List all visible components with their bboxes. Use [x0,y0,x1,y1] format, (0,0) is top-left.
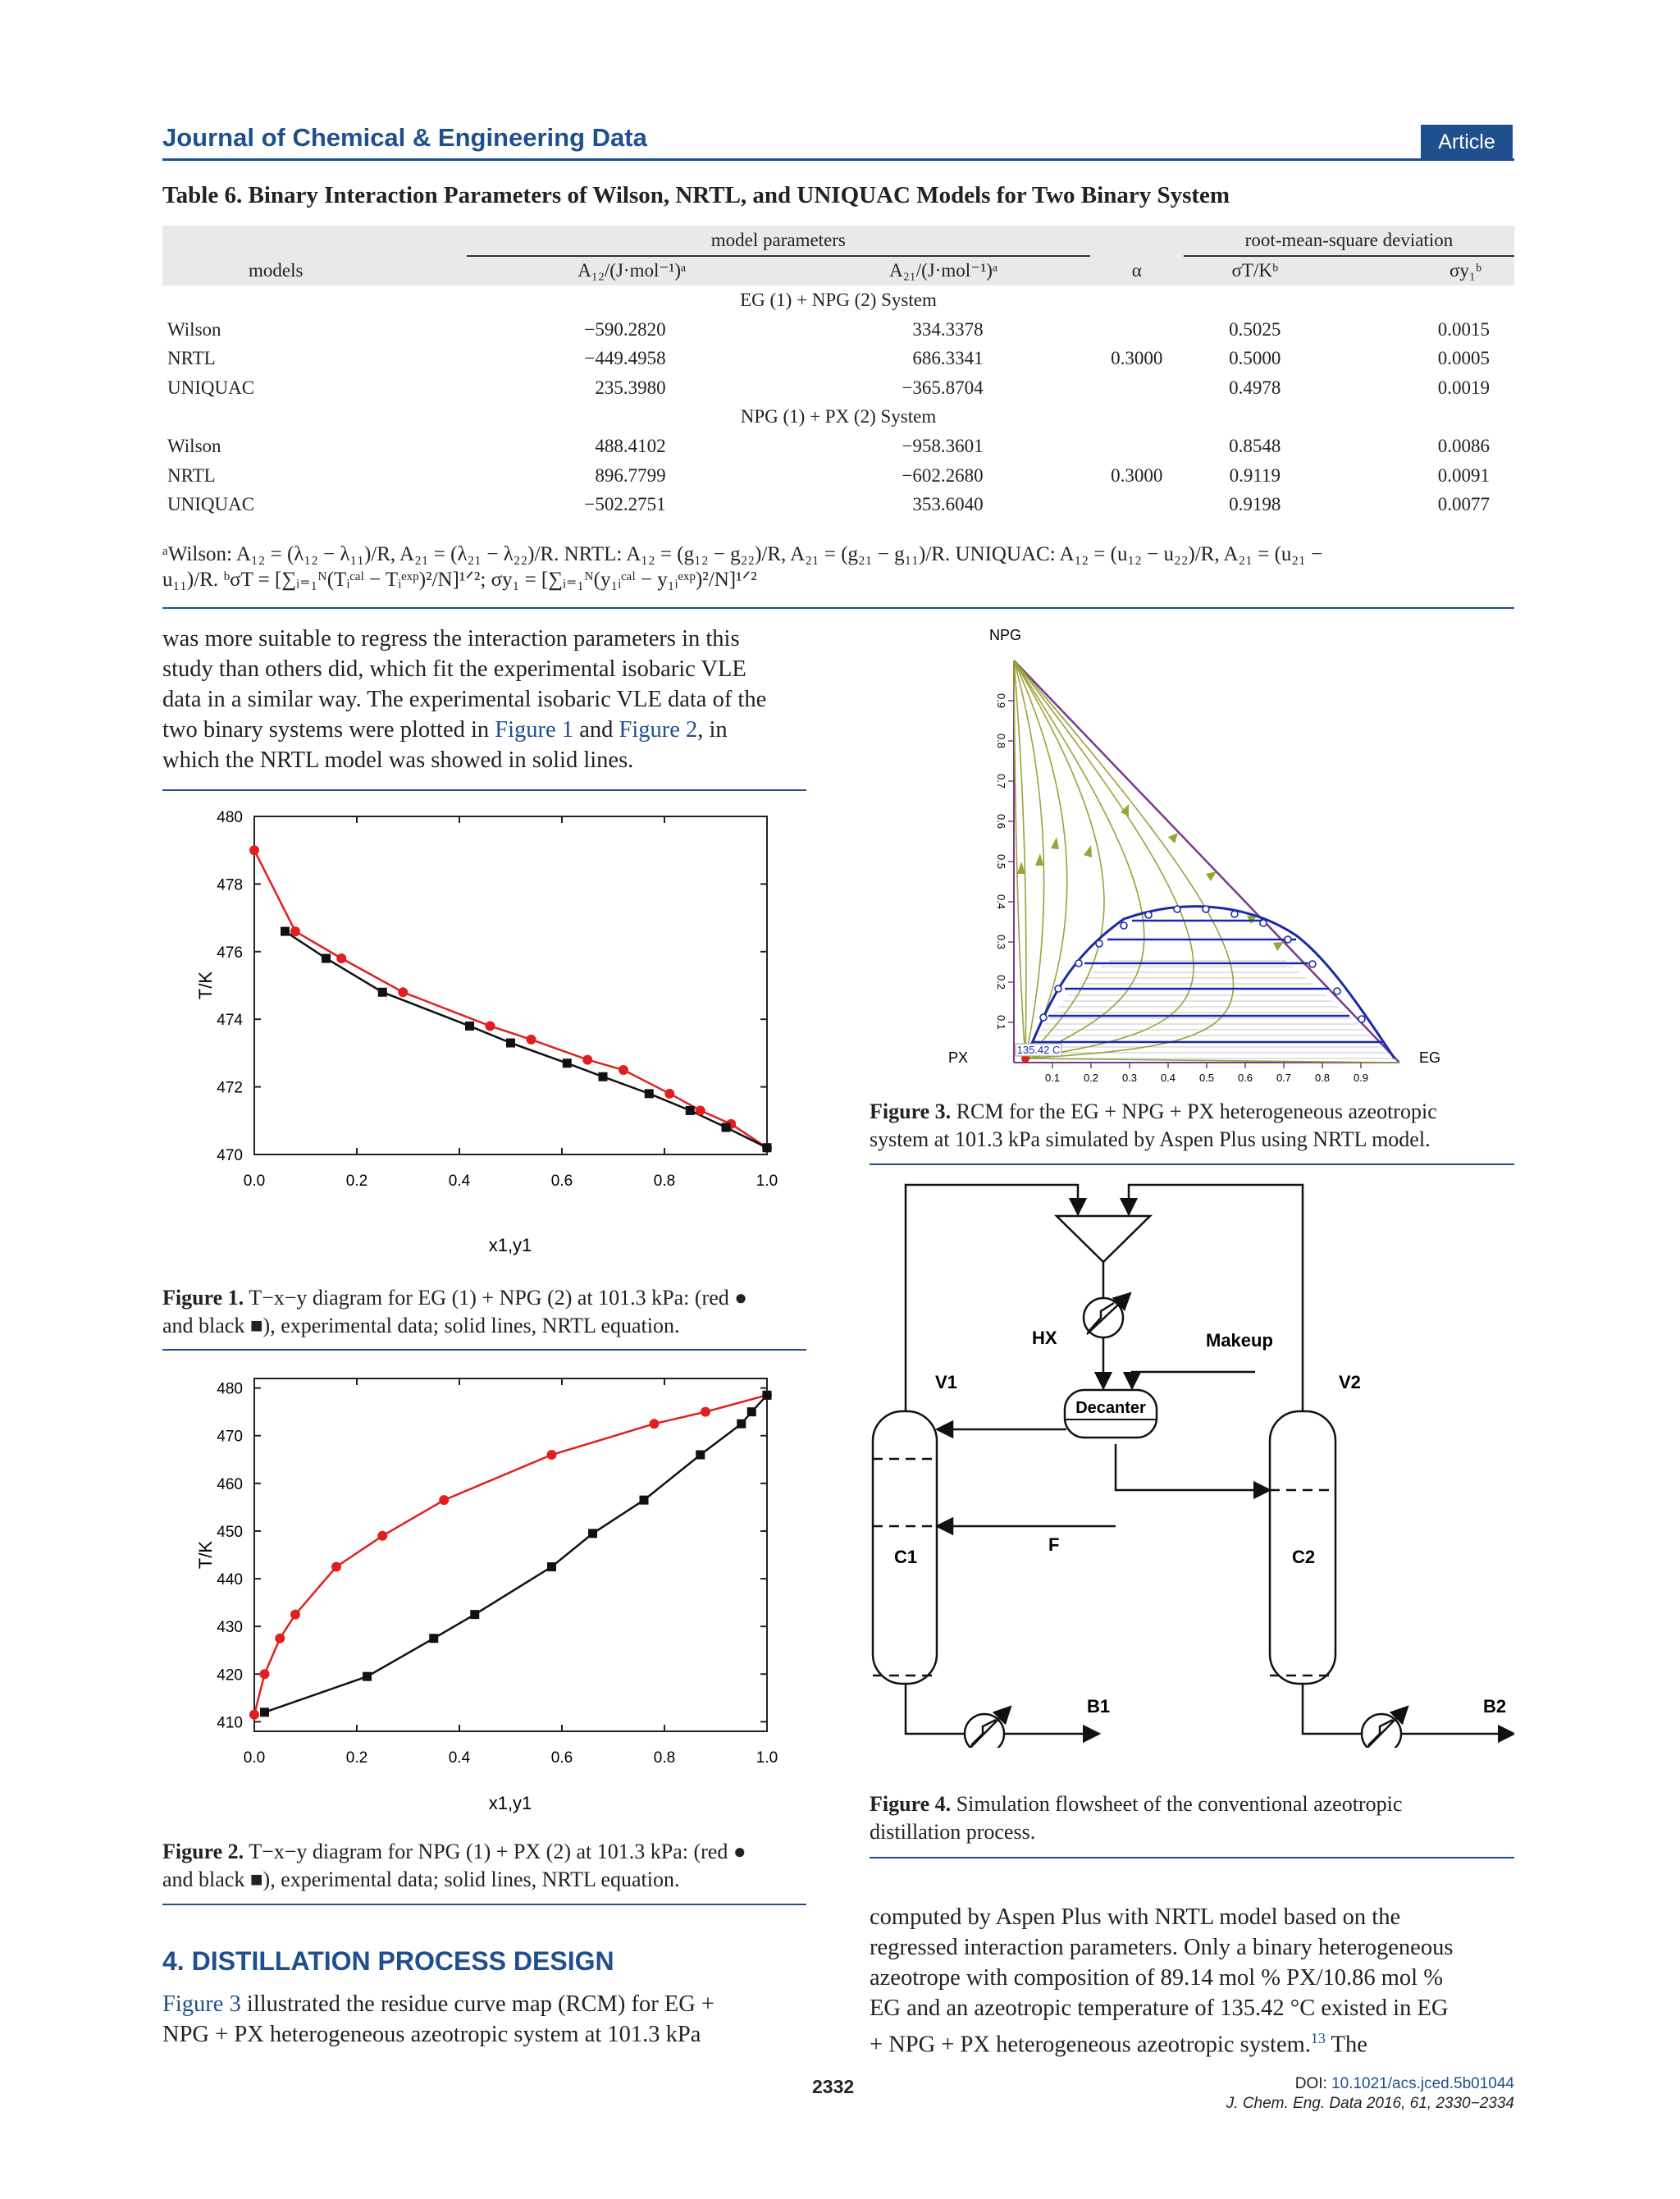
series-line [265,1395,768,1712]
y-tick-label: 472 [217,1079,243,1097]
tick-label: 0.6 [995,813,1007,830]
right-paragraph: computed by Aspen Plus with NRTL model based on the regressed interaction parameters. Only a binary heterogeneous azeotrope with composition of 89.14 mol % PX/10.86 mol % EG and an azeotropic temperature of 135.42 °C existed in EG + NPG + PX heterogeneous azeotropic system.$^{13}$ The [870,1904,1454,2058]
tick-label: 0.5 [995,853,1007,870]
table-row: NRTL −449.4958 686.3341 0.3000 0.5000 0.0005 [167,348,1490,369]
data-point [281,927,290,936]
y-axis-label: T/K [195,971,216,1000]
decanter-label: Decanter [1075,1399,1146,1417]
group-rmsd: root-mean-square deviation [1244,229,1454,250]
col-models: models [249,259,304,281]
parameters-table [162,226,1514,519]
col-sigt: σT/Kᵇ [1184,256,1326,286]
data-point [722,1123,731,1132]
data-point [599,1072,608,1081]
figure2-caption: Figure 2. T−x−y diagram for NPG (1) + PX (2) at 101.3 kPa: (red ● and black ■), experimental data; solid lines, NRTL equation. [162,1840,746,1891]
data-point [486,1021,495,1031]
y-tick-label: 450 [217,1523,243,1541]
figure4-flowsheet [870,1173,1514,1748]
data-point [582,1055,592,1065]
tick-label: 0.3 [995,934,1007,950]
tick-label: 0.2 [1083,1072,1099,1084]
c2-label: C2 [1292,1547,1316,1567]
x-tick-label: 0.0 [243,1173,266,1190]
v2-label: V2 [1339,1372,1361,1392]
y-tick-label: 480 [217,809,243,826]
tick-label: 0.4 [995,894,1007,910]
table-row: UNIQUAC −502.2751 353.6040 0.9198 0.0077 [167,494,1490,515]
y-tick-label: 478 [217,876,243,894]
system-label: EG (1) + NPG (2) System [740,289,937,310]
data-point [763,1391,772,1400]
column-rule [870,1857,1514,1858]
flowsheet-lines [906,1185,1514,1734]
data-point [619,1065,628,1075]
x-tick-label: 0.6 [550,1749,573,1767]
y-tick-label: 440 [217,1571,243,1589]
x-tick-label: 0.2 [345,1173,368,1190]
x-tick-label: 0.6 [550,1173,573,1190]
data-point [664,1089,674,1099]
tick-label: 0.5 [1198,1072,1215,1084]
data-point [331,1562,341,1572]
reference-13[interactable]: 13 [1310,2030,1326,2046]
data-point [322,954,331,963]
azeotrope-label: 135.42 C [1016,1044,1061,1056]
header-rule [162,158,1514,161]
y-tick-label: 460 [217,1475,243,1493]
column-rule [870,1164,1514,1165]
vertex-npg: NPG [989,627,1022,643]
hx-label: HX [1032,1328,1057,1348]
x-tick-label: 0.4 [448,1749,471,1767]
data-point [737,1420,746,1429]
col-alpha: α [1131,259,1142,281]
tick-label: 0.9 [1353,1072,1369,1084]
data-point [640,1496,649,1505]
tick-label: 0.1 [995,1014,1007,1031]
y-tick-label: 470 [217,1428,243,1446]
data-point [588,1529,597,1538]
data-point [747,1407,756,1416]
tick-label: 0.3 [1121,1072,1138,1084]
table-row: UNIQUAC 235.3980 −365.8704 0.4978 0.0019 [167,377,1490,398]
system-label: NPG (1) + PX (2) System [740,406,937,427]
table-title: Table 6. Binary Interaction Parameters of Wilson, NRTL, and UNIQUAC Models for Two Binary System [162,182,1230,208]
tick-label: 0.7 [995,773,1007,789]
tick-label: 0.2 [995,974,1007,990]
data-point [429,1634,438,1643]
tick-label: 0.7 [1276,1072,1292,1084]
hatch-region [1025,961,1395,1058]
figure4-caption: Figure 4. Simulation flowsheet of the conventional azeotropic distillation process. [870,1792,1403,1844]
column-rule [162,789,806,791]
data-point [290,926,300,936]
data-point [696,1105,705,1115]
col-a21: A₂₁/(J·mol⁻¹)ᵃ [797,256,1090,286]
data-point [563,1058,572,1067]
footer-citation: DOI: 10.1021/acs.jced.5b01044 J. Chem. Eng. Data 2016, 61, 2330−2334 [1226,2075,1514,2112]
figure3-caption: Figure 3. RCM for the EG + NPG + PX heterogeneous azeotropic system at 101.3 kPa simulated by Aspen Plus using NRTL model. [870,1100,1437,1151]
data-point [260,1669,270,1679]
y-tick-label: 410 [217,1714,243,1732]
group-model-params: model parameters [710,229,846,250]
x-tick-label: 0.4 [448,1173,471,1190]
x-tick-label: 0.8 [653,1173,676,1190]
b1-label: B1 [1087,1696,1111,1717]
data-point [547,1562,556,1571]
x-axis-label: x1,y1 [488,1235,532,1255]
data-point [527,1035,536,1045]
table-row: Wilson −590.2820 334.3378 0.5025 0.0015 [167,318,1490,340]
section-heading: 4. DISTILLATION PROCESS DESIGN [162,1946,614,1976]
hypotenuse [1014,661,1399,1063]
tick-label: 0.9 [995,693,1007,709]
data-point [547,1450,557,1460]
y-axis-label: T/K [195,1540,216,1570]
tick-label: 0.8 [995,733,1007,749]
y-tick-label: 470 [217,1147,243,1164]
data-point [290,1610,300,1620]
tick-label: 0.8 [1314,1072,1331,1084]
data-point [650,1419,660,1429]
y-tick-label: 476 [217,944,243,962]
doi-link[interactable]: 10.1021/acs.jced.5b01044 [1331,2075,1514,2092]
x-tick-label: 1.0 [756,1173,778,1190]
data-point [506,1039,515,1048]
data-point [336,953,346,963]
x-tick-label: 0.2 [345,1749,368,1767]
col-a12: A₁₂/(J·mol⁻¹)ᵃ [467,256,797,286]
figure1-link[interactable]: Figure 1 [495,717,574,743]
data-point [260,1708,269,1717]
table-rule [162,607,1514,609]
data-point [763,1143,772,1152]
table-footnote: ᵃWilson: A₁₂ = (λ₁₂ − λ₁₁)/R, A₂₁ = (λ₂₁ − λ₂₂)/R. NRTL: A₁₂ = (g₁₂ − g₂₂)/R, A₂₁ = (g₂₁ − g₁₁)/R. UNIQUAC: A₁₂ = (u₁₂ − u₂₂)/R, A₂₁ = (u₂₁ − u₁₁)/R. ᵇσT = [∑ᵢ₌₁ᴺ(Tᵢᶜᵃˡ − Tᵢᵉˣᵖ)²/N]¹ᐟ²; σy₁ = [∑ᵢ₌₁ᴺ(y₁ᵢᶜᵃˡ − y₁ᵢᵉˣᵖ)²/N]¹ᐟ² [162,543,1323,591]
plot-frame [254,1378,767,1731]
x-tick-label: 0.8 [653,1749,676,1767]
x-tick-label: 1.0 [756,1749,778,1767]
series-line [285,931,768,1148]
mixer [1057,1216,1150,1262]
c1-label: C1 [894,1547,918,1567]
vertex-px: PX [948,1049,969,1066]
figure1-chart [162,800,806,1276]
figure3-link[interactable]: Figure 3 [162,1991,241,2017]
y-tick-label: 430 [217,1619,243,1637]
y-tick-label: 420 [217,1666,243,1685]
section-paragraph: Figure 3 illustrated the residue curve map (RCM) for EG + NPG + PX heterogeneous azeotropic system at 101.3 kPa [162,1991,715,2047]
series-line [254,850,767,1148]
data-point [701,1407,710,1417]
feed-label: F [1048,1534,1060,1555]
figure2-link[interactable]: Figure 2 [619,717,698,743]
page-number: 2332 [812,2076,855,2097]
data-point [398,987,408,997]
x-axis-label: x1,y1 [488,1793,532,1813]
makeup-label: Makeup [1206,1330,1273,1351]
tick-label: 0.6 [1237,1072,1253,1084]
figure3-rcm [935,615,1526,1087]
v1-label: V1 [935,1372,957,1392]
x-tick-label: 0.0 [243,1749,266,1767]
col-sigy: σy₁ᵇ [1326,256,1514,286]
article-badge: Article [1421,125,1513,159]
data-point [377,1531,387,1541]
figure2-chart [162,1362,806,1830]
y-tick-label: 474 [217,1012,243,1030]
data-point [378,988,387,997]
data-point [696,1450,705,1459]
data-point [363,1672,372,1681]
column-rule [162,1349,806,1351]
data-point [645,1089,654,1098]
data-point [465,1022,474,1031]
left-paragraph: was more suitable to regress the interaction parameters in this study than others did, which fit the experimental isobaric VLE data in a similar way. The experimental isobaric VLE data of the two binary systems were plotted in Figure 1 and Figure 2, in which the NRTL model was showed in solid lines. [162,626,767,773]
data-point [686,1106,695,1115]
series-line [254,1395,767,1714]
data-point [275,1634,285,1644]
data-point [249,845,259,855]
data-point [249,1710,259,1720]
data-point [439,1495,449,1505]
tick-label: 0.1 [1044,1072,1061,1084]
vertex-eg: EG [1419,1049,1441,1066]
figure1-caption: Figure 1. T−x−y diagram for EG (1) + NPG (2) at 101.3 kPa: (red ● and black ■), experimental data; solid lines, NRTL equation. [162,1286,747,1337]
column-rule [162,1904,806,1905]
table-row: NRTL 896.7799 −602.2680 0.3000 0.9119 0.0091 [167,464,1490,486]
b2-label: B2 [1483,1696,1507,1717]
tick-label: 0.4 [1160,1072,1176,1084]
y-tick-label: 480 [217,1380,243,1398]
journal-title: Journal of Chemical & Engineering Data [162,123,647,152]
data-point [470,1610,479,1619]
table-row: Wilson 488.4102 −958.3601 0.8548 0.0086 [167,435,1490,456]
